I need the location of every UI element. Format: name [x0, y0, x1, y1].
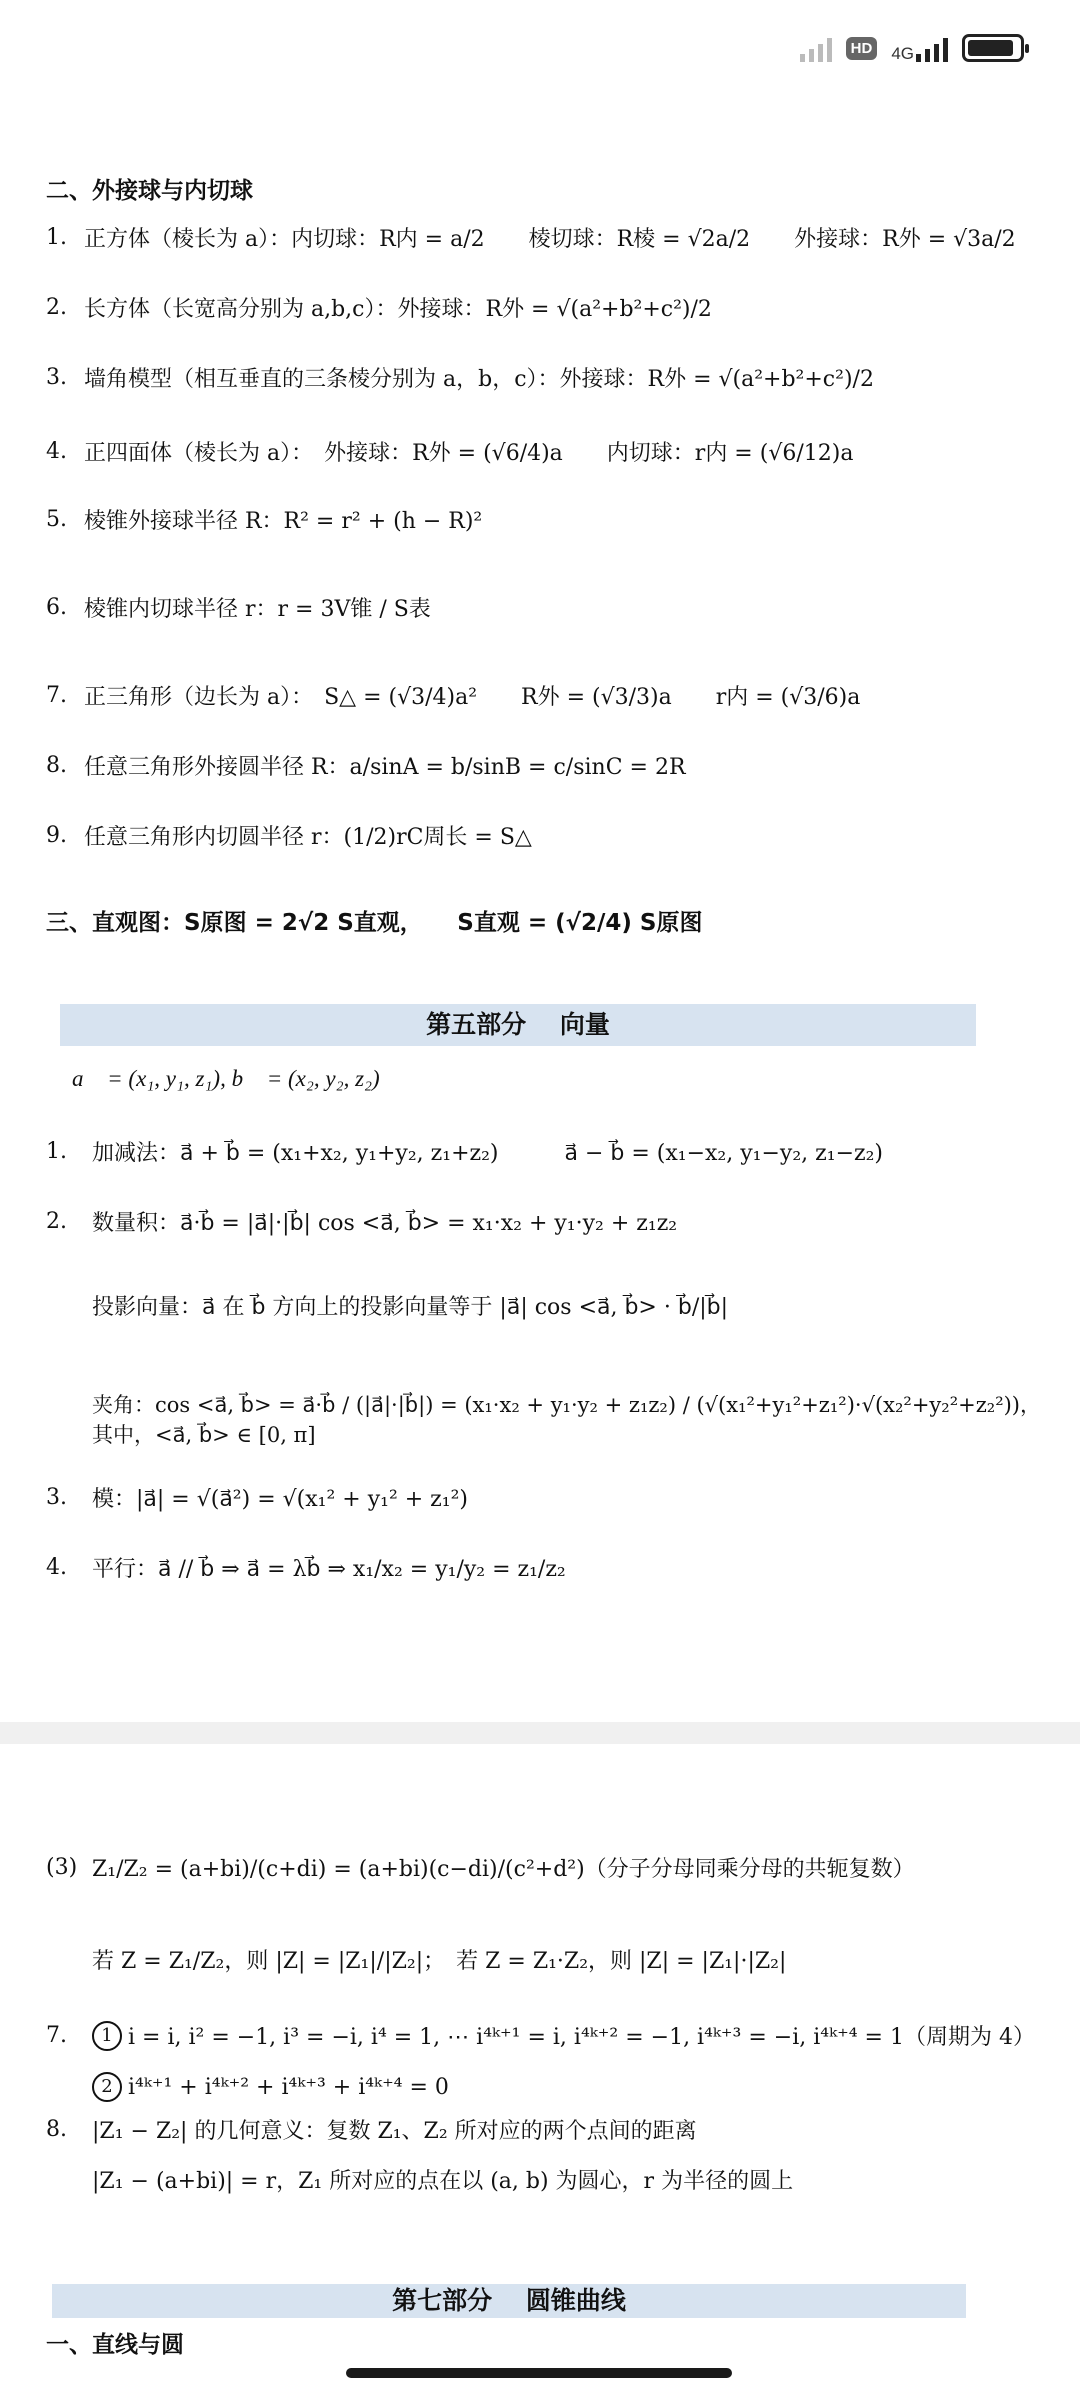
item-number: 8.	[46, 753, 67, 778]
list-item	[92, 2072, 449, 2102]
item-number: 7.	[46, 683, 67, 708]
formula-text: i = i, i² = −1, i³ = −i, i⁴ = 1, ⋯ i⁴ᵏ⁺¹ = i, i⁴ᵏ⁺² = −1, i⁴ᵏ⁺³ = −i, i⁴ᵏ⁺⁴ = 1（周期为 4）	[128, 2025, 1035, 2050]
formula-text: 正三角形（边长为 a）： S△ = (√3/4)a² R外 = (√3/3)a r内 = (√3/6)a	[84, 685, 861, 710]
list-item	[46, 1552, 566, 1583]
formula-text: 棱锥内切球半径 r：r = 3V锥 / S表	[84, 597, 431, 622]
formula-text: 长方体（长宽高分别为 a,b,c）：外接球：R外 = √(a²+b²+c²)/2	[84, 297, 712, 322]
list-item	[46, 2020, 1035, 2051]
signal-icon	[916, 34, 948, 62]
section-title: 一、直线与圆	[46, 2332, 184, 2358]
list-item	[46, 1136, 883, 1167]
formula-text: 正四面体（棱长为 a）： 外接球：R外 = (√6/4)a 内切球：r内 = (√6/12)a	[84, 441, 854, 466]
section-title: 二、外接球与内切球	[46, 178, 253, 204]
network-type-label: 4G	[891, 44, 914, 63]
list-item	[92, 2164, 793, 2195]
item-number: 4.	[46, 439, 67, 464]
formula-text: 墙角模型（相互垂直的三条棱分别为 a，b，c）：外接球：R外 = √(a²+b²+c²)/2	[84, 367, 874, 392]
battery-icon	[962, 34, 1024, 62]
formula-text: |Z₁ − (a+bi)| = r，Z₁ 所对应的点在以 (a, b) 为圆心，r 为半径的圆上	[92, 2169, 794, 2194]
item-number: 1.	[46, 225, 67, 250]
item-number: 4.	[46, 1555, 67, 1580]
circled-number: 1	[92, 2021, 122, 2051]
item-number: (3)	[46, 1855, 78, 1880]
item-number: 8.	[46, 2117, 67, 2142]
formula-text: 模：|a⃗| = √(a⃗²) = √(x₁² + y₁² + z₁²)	[92, 1487, 468, 1512]
vector-definition: a⃗ = (x₁, y₁, z₁), b⃗ = (x₂, y₂, z₂)	[72, 1066, 380, 1091]
list-item	[46, 1852, 915, 1883]
item-number: 6.	[46, 595, 67, 620]
signal-weak-icon	[800, 34, 832, 62]
item-number: 3.	[46, 1485, 67, 1510]
list-item	[46, 2114, 697, 2145]
formula-text: 投影向量：a⃗ 在 b⃗ 方向上的投影向量等于 |a⃗| cos <a⃗, b⃗> · b⃗/|b⃗|	[92, 1295, 729, 1320]
item-number: 7.	[46, 2023, 67, 2048]
formula-text: 棱锥外接球半径 R：R² = r² + (h − R)²	[84, 509, 483, 534]
hd-badge: HD	[846, 37, 878, 60]
item-number: 3.	[46, 365, 67, 390]
formula-text: 平行：a⃗ // b⃗ ⇒ a⃗ = λb⃗ ⇒ x₁/x₂ = y₁/y₂ = z₁/z₂	[92, 1557, 566, 1582]
formula-text: 数量积：a⃗·b⃗ = |a⃗|·|b⃗| cos <a⃗, b⃗> = x₁·x₂ + y₁·y₂ + z₁z₂	[92, 1211, 678, 1236]
list-item	[92, 1290, 728, 1321]
list-item	[46, 504, 482, 535]
item-number: 9.	[46, 823, 67, 848]
list-item	[46, 436, 853, 467]
list-item	[46, 592, 431, 623]
home-indicator[interactable]	[346, 2368, 732, 2378]
list-item	[92, 1944, 786, 1975]
formula-text: |Z₁ − Z₂| 的几何意义：复数 Z₁、Z₂ 所对应的两个点间的距离	[92, 2119, 697, 2144]
list-item	[46, 222, 1016, 253]
page-divider	[0, 1722, 1080, 1744]
list-item	[92, 1390, 1052, 1450]
list-item	[46, 1482, 468, 1513]
item-number: 1.	[46, 1139, 67, 1164]
item-number: 2.	[46, 1209, 67, 1234]
list-item	[46, 750, 686, 781]
list-item	[46, 1206, 677, 1237]
part-banner: 第七部分 圆锥曲线	[52, 2284, 966, 2318]
formula-text: 若 Z = Z₁/Z₂，则 |Z| = |Z₁|/|Z₂|； 若 Z = Z₁·Z₂，则 |Z| = |Z₁|·|Z₂|	[92, 1949, 787, 1974]
part-banner: 第五部分 向量	[60, 1004, 976, 1046]
cellular-signal	[891, 34, 948, 62]
list-item	[46, 820, 532, 851]
status-bar	[800, 26, 1024, 70]
formula-text: Z₁/Z₂ = (a+bi)/(c+di) = (a+bi)(c−di)/(c²+d²)（分子分母同乘分母的共轭复数）	[92, 1857, 915, 1882]
battery-level	[968, 40, 1013, 56]
formula-text: 加减法：a⃗ + b⃗ = (x₁+x₂, y₁+y₂, z₁+z₂) a⃗ − b⃗ = (x₁−x₂, y₁−y₂, z₁−z₂)	[92, 1141, 883, 1166]
circled-number: 2	[92, 2072, 122, 2102]
list-item	[46, 362, 874, 393]
list-item	[46, 680, 860, 711]
formula-text: 正方体（棱长为 a）：内切球：R内 = a/2 棱切球：R棱 = √2a/2 外接球：R外 = √3a/2	[84, 227, 1016, 252]
formula-text: 任意三角形外接圆半径 R：a/sinA = b/sinB = c/sinC = 2R	[84, 755, 686, 780]
list-item	[46, 292, 712, 323]
item-number: 2.	[46, 295, 67, 320]
formula-text: 任意三角形内切圆半径 r：(1/2)rC周长 = S△	[84, 825, 532, 850]
item-number: 5.	[46, 507, 67, 532]
formula-text: 夹角：cos <a⃗, b⃗> = a⃗·b⃗ / (|a⃗|·|b⃗|) = (x₁·x₂ + y₁·y₂ + z₁z₂) / (√(x₁²+y₁²+z₁²)·√(x₂²+y₂²+z₂²))，其中，<a⃗, b⃗> ∈ [0, π]	[92, 1393, 1041, 1447]
formula-text: i⁴ᵏ⁺¹ + i⁴ᵏ⁺² + i⁴ᵏ⁺³ + i⁴ᵏ⁺⁴ = 0	[128, 2074, 449, 2100]
section-title: 三、直观图：S原图 = 2√2 S直观， S直观 = (√2/4) S原图	[46, 910, 703, 936]
